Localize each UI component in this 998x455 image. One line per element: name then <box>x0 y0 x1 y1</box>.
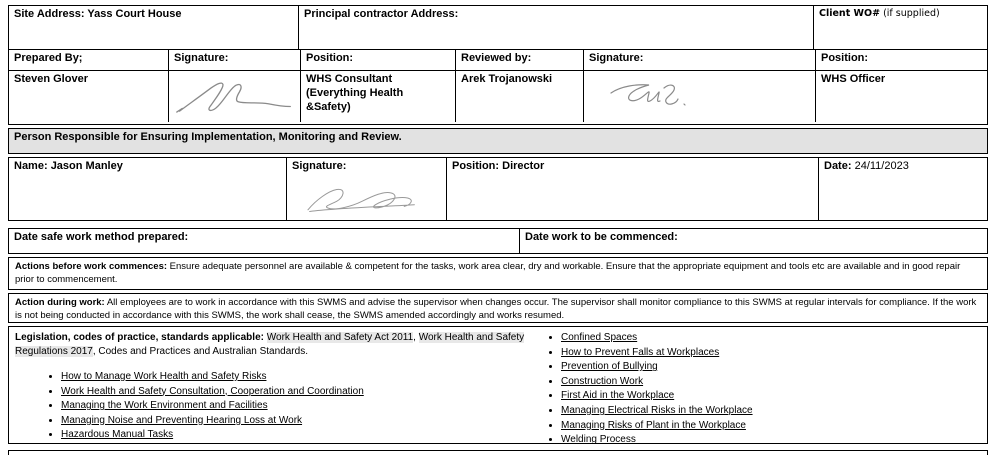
site-address-row <box>9 6 987 50</box>
actions-before-text: Ensure adequate personnel are available & competent for the tasks, work area clear, dry and workable. Ensure that the appropriate equipment and tools etc are available and in good repair prior to commencement. <box>15 261 961 285</box>
responsible-signature-cell <box>287 158 447 220</box>
position-label: Position: <box>452 160 500 172</box>
responsible-header-bar <box>8 128 988 154</box>
prepared-values-row <box>9 71 987 122</box>
link-item[interactable]: • How to Prevent Falls at Workplaces <box>561 346 981 361</box>
position-label-2: Position: <box>821 52 869 64</box>
legislation-links-left <box>15 370 527 443</box>
legislation-right-column <box>527 331 981 446</box>
link-item[interactable]: • Managing Electrical Risks in the Workplace <box>561 404 981 419</box>
action-during-label: Action during work: <box>15 297 105 308</box>
legislation-label: Legislation, codes of practice, standards applicable: <box>15 332 264 343</box>
actions-before-label: Actions before work commences: <box>15 261 168 272</box>
action-during-text: All employees are to work in accordance with this SWMS and advise the supervisor when changes occur. The supervisor shall monitor compliance to this SWMS at regular intervals for compliance. If the work is not being conducted in accordance with this SWMS, the work shall cease, the SWMS amended accordingly and works resumed. <box>15 297 977 321</box>
principal-address-cell: Principal contractor Address: <box>299 6 814 49</box>
position-value-line2: (Everything Health &Safety) <box>306 86 404 113</box>
client-wo-label: Client WO# <box>819 8 881 19</box>
reviewed-signature-cell <box>584 71 816 122</box>
legislation-highlight-2: Work Health and Safety Regulations 2017 <box>15 332 525 357</box>
legislation-sep: , <box>413 332 419 343</box>
link-item[interactable]: • Construction Work <box>561 375 981 390</box>
date-value: 24/11/2023 <box>854 160 909 172</box>
reviewed-position-value: WHS Officer <box>821 73 886 85</box>
dates-table <box>8 228 988 254</box>
responsible-position-cell <box>447 158 819 220</box>
name-value: Jason Manley <box>50 160 123 172</box>
header-table <box>8 5 988 125</box>
legislation-highlight-1: Work Health and Safety Act 2011 <box>266 332 414 343</box>
position-value: Director <box>502 160 545 172</box>
site-address-cell: Site Address: Yass Court House <box>9 6 299 49</box>
link-item[interactable]: • Confined Spaces <box>561 331 981 346</box>
prepared-by-name: Steven Glover <box>9 71 169 122</box>
signature-label-2: Signature: <box>584 50 816 70</box>
client-wo-note: (if supplied) <box>880 8 940 19</box>
link-item[interactable]: • Managing Risks of Plant in the Workplace <box>561 419 981 434</box>
prepared-signature-cell <box>169 71 301 122</box>
date-label: Date: <box>824 160 852 172</box>
position-value-line1: WHS Consultant <box>306 73 393 85</box>
actions-before-box <box>8 257 988 290</box>
dates-row <box>9 229 987 253</box>
link-item[interactable]: • Managing Noise and Preventing Hearing Loss at Work <box>61 414 527 429</box>
client-wo-cell <box>814 6 987 49</box>
link-item[interactable]: • Prevention of Bullying <box>561 360 981 375</box>
responsible-table <box>8 157 988 221</box>
date-prepared-cell: Date safe work method prepared: <box>9 229 520 253</box>
reviewed-by-name: Arek Trojanowski <box>456 71 584 122</box>
next-row-cutoff <box>8 450 988 455</box>
legislation-tail: , Codes and Practices and Australian Standards. <box>92 345 308 357</box>
responsible-header-text: Person Responsible for Ensuring Implementation, Monitoring and Review. <box>14 131 402 143</box>
position-label-1: Position: <box>301 50 456 70</box>
link-item[interactable]: • Hazardous Manual Tasks <box>61 428 527 443</box>
signature-arek-trojanowski-icon <box>605 77 695 115</box>
prepared-by-label: Prepared By; <box>9 50 169 70</box>
responsible-date-cell <box>819 158 987 220</box>
prepared-labels-row <box>9 50 987 71</box>
link-item[interactable]: • Welding Process <box>561 433 981 448</box>
legislation-box <box>8 326 988 444</box>
legislation-left-column <box>15 331 527 439</box>
action-during-box <box>8 293 988 323</box>
date-commenced-cell: Date work to be commenced: <box>525 231 678 243</box>
link-item[interactable]: • Work Health and Safety Consultation, Cooperation and Coordination <box>61 385 527 400</box>
prepared-position-cell <box>301 71 456 122</box>
signature-steven-glover-icon <box>174 73 294 117</box>
responsible-signature-label: Signature: <box>292 160 347 172</box>
link-item[interactable]: • How to Manage Work Health and Safety Risks <box>61 370 527 385</box>
legislation-paragraph <box>15 331 527 358</box>
link-item[interactable]: • Managing the Work Environment and Facilities <box>61 399 527 414</box>
responsible-name-cell <box>9 158 287 220</box>
responsible-row <box>9 158 987 220</box>
signature-jason-manley-icon <box>292 176 432 214</box>
link-item[interactable]: • First Aid in the Workplace <box>561 389 981 404</box>
legislation-links-right <box>527 331 981 448</box>
name-label: Name: <box>14 160 48 172</box>
reviewed-by-label: Reviewed by: <box>456 50 584 70</box>
signature-label-1: Signature: <box>169 50 301 70</box>
